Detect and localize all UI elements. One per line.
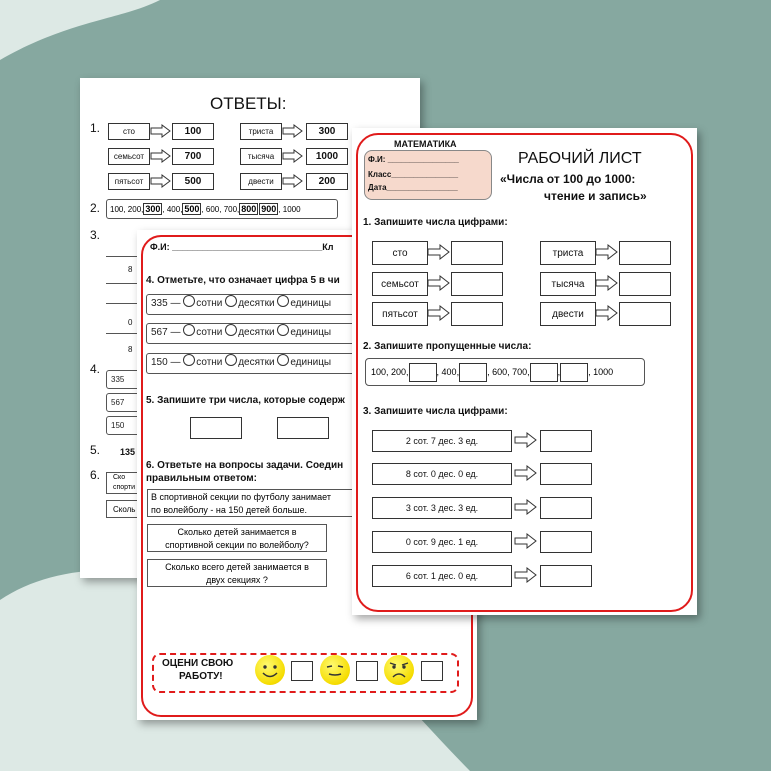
q1-title: 1. Запишите числа цифрами: [363, 217, 508, 228]
partial-text: 8 [128, 265, 133, 274]
arrow-icon [514, 567, 538, 583]
arrow-icon [514, 533, 538, 549]
arrow-icon [427, 275, 451, 291]
arrow-icon [595, 244, 619, 260]
class-field[interactable]: Класс_______________ [368, 170, 459, 179]
arrow-icon [427, 244, 451, 260]
q3-number: 3. [90, 228, 101, 242]
radio-icon[interactable] [225, 354, 237, 366]
radio-label: десятки [238, 357, 275, 368]
q2-number: 2. [90, 201, 101, 215]
answer-box: 500 [172, 173, 214, 190]
word-box: сто [372, 241, 428, 265]
radio-label: единицы [290, 327, 332, 338]
arrow-icon [282, 149, 304, 163]
seq-answer: 500 [184, 204, 200, 214]
place-value-box: 2 сот. 7 дес. 3 ед. [372, 430, 512, 452]
rating-label: РАБОТУ! [179, 671, 223, 682]
subject-label: МАТЕМАТИКА [394, 139, 457, 149]
rating-checkbox[interactable] [421, 661, 443, 681]
word-box: семьсот [372, 272, 428, 296]
seq-text: , 400, [436, 367, 460, 377]
arrow-icon [514, 432, 538, 448]
rating-checkbox[interactable] [291, 661, 313, 681]
answer-input[interactable] [451, 272, 503, 296]
q5-title: 5. Запишите три числа, которые содерж [146, 395, 345, 406]
question-box[interactable] [147, 559, 327, 587]
partial-text: 8 [128, 345, 133, 354]
seq-text: , [557, 367, 561, 377]
q4-option-row [146, 294, 366, 315]
seq-answer: 300 [145, 204, 161, 214]
sheet-title: РАБОЧИЙ ЛИСТ [518, 150, 642, 167]
q3-title: 3. Запишите числа цифрами: [363, 406, 508, 417]
arrow-icon [150, 174, 172, 188]
fio-field[interactable]: Ф.И: ________________ [368, 155, 459, 164]
word-box: двести [540, 302, 596, 326]
arrow-icon [595, 305, 619, 321]
q6-number: 6. [90, 468, 101, 482]
word-box: триста [240, 123, 282, 140]
rating-checkbox[interactable] [356, 661, 378, 681]
q6-title: правильным ответом: [146, 473, 257, 484]
radio-label: десятки [238, 298, 275, 309]
answer-input[interactable] [540, 497, 592, 519]
arrow-icon [282, 174, 304, 188]
q4-title: 4. Отметьте, что означает цифра 5 в чи [146, 275, 340, 286]
q4-number: 4. [90, 362, 101, 376]
word-box: пятьсот [372, 302, 428, 326]
radio-label: единицы [290, 298, 332, 309]
partial-text: 0 [128, 318, 133, 327]
arrow-icon [514, 465, 538, 481]
word-box: тысяча [240, 148, 282, 165]
front-sheet [352, 128, 697, 615]
date-field[interactable]: Дата________________ [368, 183, 458, 192]
missing-number-input[interactable] [459, 363, 487, 382]
answer-box: 100 [172, 123, 214, 140]
question-text: спортивной секции по волейболу? [165, 540, 309, 550]
arrow-icon [427, 305, 451, 321]
q2-sequence [106, 199, 338, 219]
neutral-smiley-icon [320, 655, 350, 685]
word-box: семьсот [108, 148, 150, 165]
seq-text: , 1000 [278, 205, 301, 214]
place-value-box: 8 сот. 0 дес. 0 ед. [372, 463, 512, 485]
answer-input[interactable] [619, 302, 671, 326]
answer-box: 1000 [306, 148, 348, 165]
question-box[interactable] [147, 524, 327, 552]
radio-icon[interactable] [277, 354, 289, 366]
radio-icon[interactable] [225, 295, 237, 307]
partial-text: Сколь [113, 505, 136, 514]
arrow-icon [514, 499, 538, 515]
arrow-icon [150, 124, 172, 138]
word-box: тысяча [540, 272, 596, 296]
task-text: В спортивной секции по футболу занимает [151, 492, 331, 502]
happy-smiley-icon [255, 655, 285, 685]
q4-option-row [146, 353, 366, 374]
missing-number-input[interactable] [530, 363, 558, 382]
answer-input[interactable] [540, 531, 592, 553]
task-text: по волейболу - на 150 детей больше. [151, 505, 307, 515]
q6-title: 6. Ответьте на вопросы задачи. Соедин [146, 460, 344, 471]
place-value-box: 6 сот. 1 дес. 0 ед. [372, 565, 512, 587]
word-box: триста [540, 241, 596, 265]
q4-number: 335 [151, 298, 168, 309]
answer-input[interactable] [619, 241, 671, 265]
q1-number: 1. [90, 121, 101, 135]
q2-title: 2. Запишите пропущенные числа: [363, 341, 532, 352]
task-box [147, 489, 357, 517]
number-input[interactable] [190, 417, 242, 439]
answer-box: 300 [306, 123, 348, 140]
dash: — [170, 298, 181, 309]
q4-option-row [146, 323, 366, 344]
partial-option: 335 [106, 370, 156, 389]
seq-text: 100, 200, [371, 367, 409, 377]
answers-title: ОТВЕТЫ: [210, 94, 287, 113]
seq-text: , 400, [162, 205, 183, 214]
question-text: Сколько детей занимается в [177, 527, 297, 537]
fio-line: Ф.И: ______________________________Кл [150, 242, 334, 252]
sad-smiley-icon [384, 655, 414, 685]
radio-icon[interactable] [277, 295, 289, 307]
dash: — [170, 327, 181, 338]
seq-answer: 800 [241, 204, 257, 214]
arrow-icon [595, 275, 619, 291]
dash: — [170, 357, 181, 368]
place-value-box: 0 сот. 9 дес. 1 ед. [372, 531, 512, 553]
number-input[interactable] [277, 417, 329, 439]
radio-icon[interactable] [183, 354, 195, 366]
q5-number: 5. [90, 443, 101, 457]
radio-icon[interactable] [183, 324, 195, 336]
radio-label: сотни [196, 298, 223, 309]
rating-label: ОЦЕНИ СВОЮ [162, 658, 234, 669]
seq-text: 100, 200, [110, 205, 144, 214]
arrow-icon [150, 149, 172, 163]
arrow-icon [282, 124, 304, 138]
seq-text: , 1000 [588, 367, 614, 377]
radio-label: сотни [196, 327, 223, 338]
radio-icon[interactable] [225, 324, 237, 336]
partial-option: 150 [106, 416, 156, 435]
answer-input[interactable] [540, 565, 592, 587]
place-value-box: 3 сот. 3 дес. 3 ед. [372, 497, 512, 519]
answer-input[interactable] [540, 463, 592, 485]
q2-sequence [365, 358, 645, 386]
answer-input[interactable] [619, 272, 671, 296]
radio-icon[interactable] [183, 295, 195, 307]
radio-label: десятки [238, 327, 275, 338]
radio-icon[interactable] [277, 324, 289, 336]
question-text: Сколько всего детей занимается в [165, 562, 309, 572]
word-box: двести [240, 173, 282, 190]
answer-box: 700 [172, 148, 214, 165]
missing-number-input[interactable] [557, 363, 588, 382]
word-box: пятьсот [108, 173, 150, 190]
partial-text: спорти [113, 484, 136, 491]
seq-answer: 900 [261, 204, 277, 214]
seq-text: , 600, 700, [201, 205, 240, 214]
partial-option: 567 [106, 393, 156, 412]
q4-number: 567 [151, 327, 168, 338]
answer-box: 200 [306, 173, 348, 190]
missing-number-input[interactable] [409, 363, 437, 382]
q4-number: 150 [151, 357, 168, 368]
question-text: двух секциях ? [206, 575, 268, 585]
word-box: сто [108, 123, 150, 140]
radio-label: единицы [290, 357, 332, 368]
answer-input[interactable] [451, 241, 503, 265]
answer-input[interactable] [451, 302, 503, 326]
answer-input[interactable] [540, 430, 592, 452]
sheet-subtitle: «Числа от 100 до 1000: [500, 172, 636, 186]
partial-text: 135 [120, 447, 136, 457]
sheet-subtitle: чтение и запись» [544, 189, 647, 203]
partial-text: Ско [113, 474, 126, 481]
seq-text: , 600, 700, [487, 367, 530, 377]
radio-label: сотни [196, 357, 223, 368]
